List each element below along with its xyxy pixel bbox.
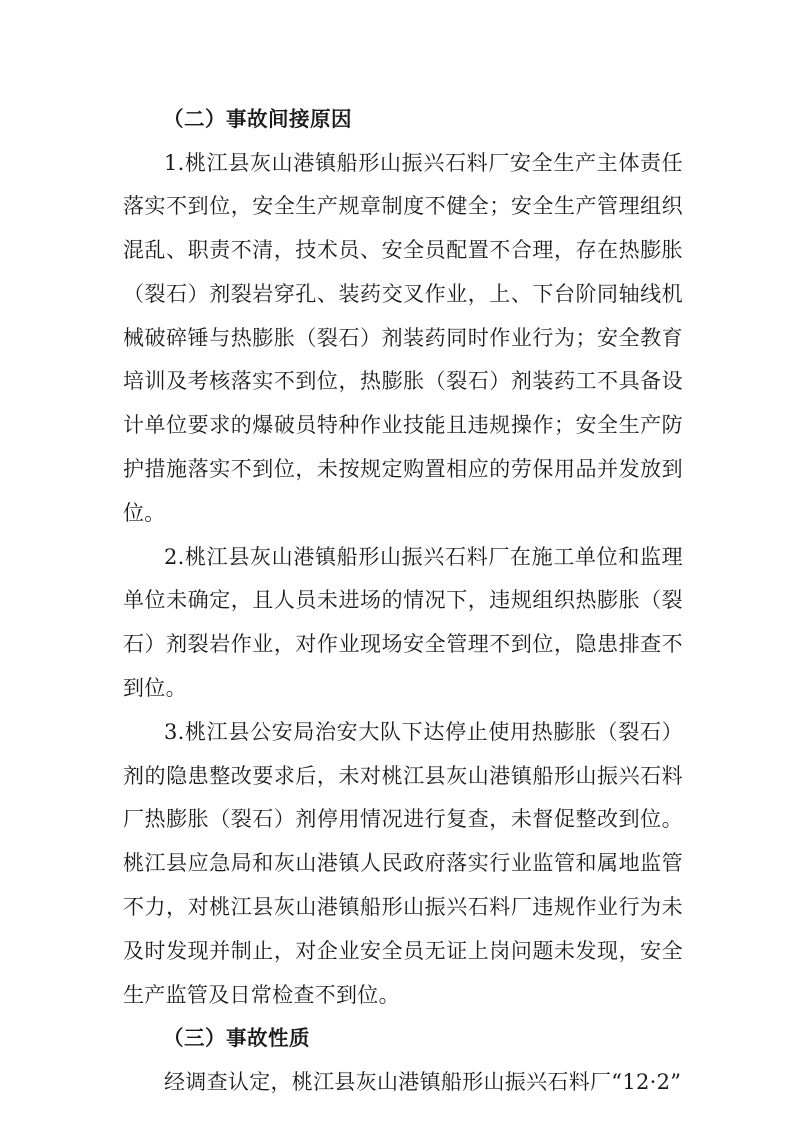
section-heading-accident-nature: （三）事故性质 — [163, 1026, 310, 1051]
paragraph-cause-1: 1.桃江县灰山港镇船形山振兴石料厂安全生产主体责任落实不到位，安全生产规章制度不健全；安全生产管理组织混乱、职责不清，技术员、安全员配置不合理，存在热膨胀（裂石）剂裂岩穿孔、装药交叉作业，上、下台阶同轴线机械破碎锤与热膨胀（裂石）剂装药同时作业行为；安全教育培训及考核落实不到位，热膨胀（裂石）剂装药工不具备设计单位要求的爆破员特种作业技能且违规操作；安全生产防护措施落实不到位，未按规定购置相应的劳保用品并发放到位。 — [123, 150, 683, 525]
paragraph-cause-3: 3.桃江县公安局治安大队下达停止使用热膨胀（裂石）剂的隐患整改要求后，未对桃江县灰山港镇船形山振兴石料厂热膨胀（裂石）剂停用情况进行复查，未督促整改到位。桃江县应急局和灰山港镇人民政府落实行业监管和属地监管不力，对桃江县灰山港镇船形山振兴石料厂违规作业行为未及时发现并制止，对企业安全员无证上岗问题未发现，安全生产监管及日常检查不到位。 — [123, 719, 683, 1007]
section-heading-indirect-causes: （二）事故间接原因 — [163, 107, 352, 131]
paragraph-accident-nature: 经调查认定，桃江县灰山港镇船形山振兴石料厂“12·2” — [164, 1069, 682, 1094]
document-body — [123, 98, 683, 1105]
paragraph-cause-2: 2.桃江县灰山港镇船形山振兴石料厂在施工单位和监理单位未确定，且人员未进场的情况下，违规组织热膨胀（裂石）剂裂岩作业，对作业现场安全管理不到位，隐患排查不到位。 — [123, 544, 683, 701]
